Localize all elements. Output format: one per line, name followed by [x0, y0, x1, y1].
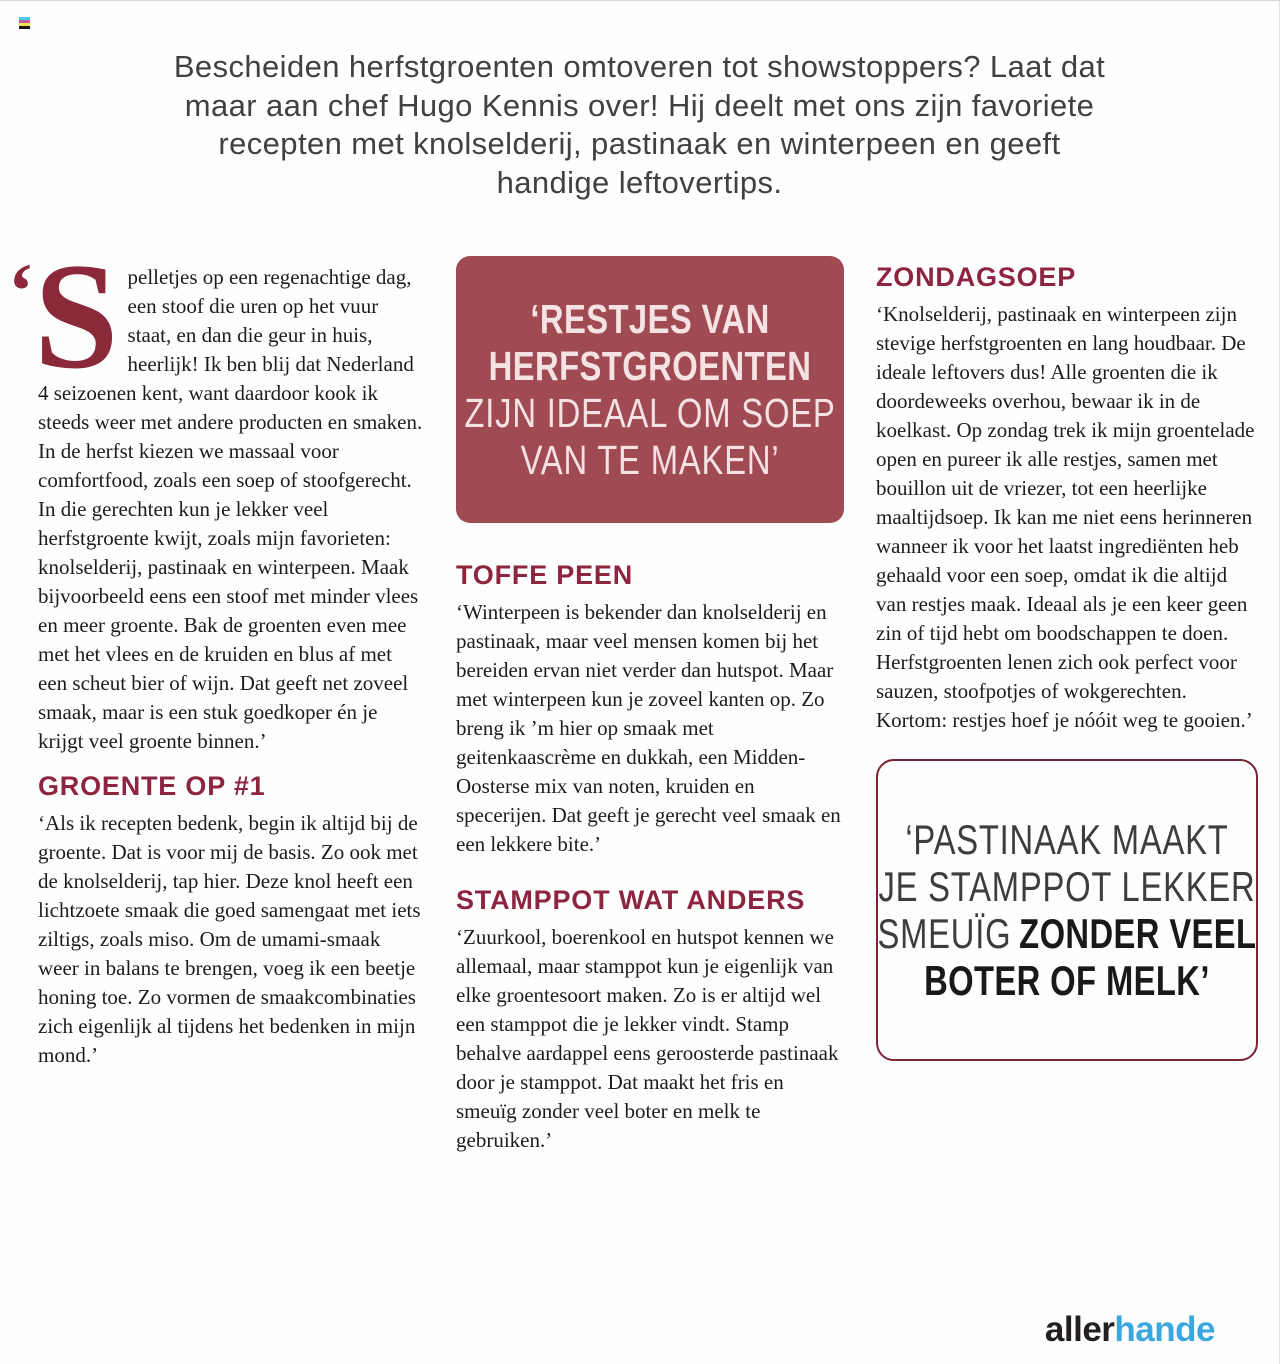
heading-groente-op-1: GROENTE OP #1: [38, 771, 266, 801]
allerhande-logo: [1045, 1310, 1215, 1350]
lead-text: pelletjes op een regenachtige dag, een stoof die uren op het vuur staat, en dan die geur in huis, heerlijk! Ik ben blij dat Nederland 4 seizoenen kent, want daardoor kook ik steeds weer met andere producten en smaken. In de herfst kiezen we massaal voor comfortfood, zoals een soep of stoofgerecht. In die gerechten kun je lekker veel herfstgroente kwijt, zoals mijn favorieten: knolselderij, pastinaak en winterpeen. Maak bijvoorbeeld eens een stoof met minder vlees en meer groente. Bak de groenten even mee met het vlees en de kruiden en blus af met een scheut bier of wijn. Dat geeft net zoveel smaak, maar is een stuk goedkoper én je krijgt veel groente binnen.’: [38, 265, 423, 753]
lead-paragraph: [8, 232, 424, 756]
paragraph-groente-op-1: ‘Als ik recepten bedenk, begin ik altijd bij de groente. Dat is voor mij de basis. Zo ook met de knolselderij, tap hier. Deze knol heeft een lichtzoete smaak die goed samengaat met iets ziltigs, zoals miso. Om de umami-smaak weer in balans te brengen, voeg ik een beetje honing toe. Zo vormen de smaakcombinaties zich eigenlijk al tijdens het bedenken in mijn mond.’: [38, 811, 421, 1067]
column-right: [876, 263, 1258, 1061]
paragraph-zondagsoep: ‘Knolselderij, pastinaak en winterpeen zijn stevige herfstgroenten en lang houdbaar. De ideale leftovers dus! Alle groenten die ik doordeweeks overhou, bewaar ik in de koelkast. Op zondag trek ik mijn groentelade open en pureer ik alle restjes, samen met bouillon uit de vriezer, tot een heerlijke maaltijdsoep. Ik kan me niet eens herinneren wanneer ik voor het laatst ingrediënten heb gehaald voor een soep, omdat ik die altijd van restjes maak. Ideaal als je een keer geen zin of tijd hebt om boodschappen te doen. Herfstgroenten lenen zich ook perfect voor sauzen, stoofpotjes of wokgerechten. Kortom: restjes hoef je nóóit weg te gooien.’: [876, 302, 1255, 732]
outline-quote-line-3-light: SMEUÏG: [877, 910, 1012, 957]
outline-quote-line-1: ‘PASTINAAK MAAKT: [905, 816, 1229, 863]
paragraph-toffe-peen: ‘Winterpeen is bekender dan knolselderij en pastinaak, maar veel mensen komen bij het bereiden ervan niet verder dan hutspot. Maar met winterpeen kun je zoveel kanten op. Zo breng ik ’m hier op smaak met geitenkaascrème en dukkah, een Midden-Oosterse mix van noten, kruiden en specerijen. Dat geeft je gerecht veel smaak en een lekkere bite.’: [456, 600, 841, 856]
pull-quote-red-box: [456, 256, 844, 523]
allerhande-logo-aller: aller: [1044, 1310, 1115, 1349]
outline-quote-line-3: [878, 910, 1257, 957]
heading-zondagsoep: ZONDAGSOEP: [876, 262, 1077, 292]
column-middle: [456, 256, 844, 1155]
outline-quote-line-3-bold: ZONDER VEEL: [1019, 910, 1257, 957]
pull-quote-outline-text: [878, 816, 1257, 1004]
pull-quote-outline-box: [876, 759, 1258, 1061]
dropcap: [8, 232, 119, 400]
paragraph-stamppot-wat-anders: ‘Zuurkool, boerenkool en hutspot kennen we allemaal, maar stamppot kun je eigenlijk van elke groentesoort maken. Zo is er altijd wel een stamppot die je lekker vindt. Stamp behalve aardappel eens geroosterde pastinaak door je stamppot. Dat maakt het fris en smeuïg zonder veel boter en melk te gebruiken.’: [456, 925, 839, 1152]
red-quote-line-1: ‘RESTJES VAN: [530, 295, 770, 342]
cmyk-registration-icon: [19, 17, 30, 29]
cmyk-black-stripe: [19, 26, 30, 29]
allerhande-logo-hande: hande: [1114, 1310, 1215, 1349]
heading-stamppot-wat-anders: STAMPPOT WAT ANDERS: [456, 885, 806, 915]
red-quote-line-4: VAN TE MAKEN’: [520, 436, 780, 483]
red-quote-line-3: ZIJN IDEAAL OM SOEP: [464, 389, 836, 436]
heading-toffe-peen: TOFFE PEEN: [456, 560, 634, 590]
dropcap-quote-mark: ‘: [8, 247, 34, 334]
column-left: [8, 232, 424, 1070]
outline-quote-line-2: JE STAMPPOT LEKKER: [878, 863, 1256, 910]
outline-quote-line-4: BOTER OF MELK’: [924, 957, 1210, 1004]
red-quote-line-2: HERFSTGROENTEN: [488, 342, 812, 389]
pull-quote-red-text: [464, 296, 835, 484]
intro-standfirst: Bescheiden herfstgroenten omtoveren tot showstoppers? Laat dat maar aan chef Hugo Kennis over! Hij deelt met ons zijn favoriete recepten met knolselderij, pastinaak en winterpeen en geeft handige leftovertips.: [173, 49, 1106, 200]
dropcap-letter: S: [33, 232, 119, 400]
